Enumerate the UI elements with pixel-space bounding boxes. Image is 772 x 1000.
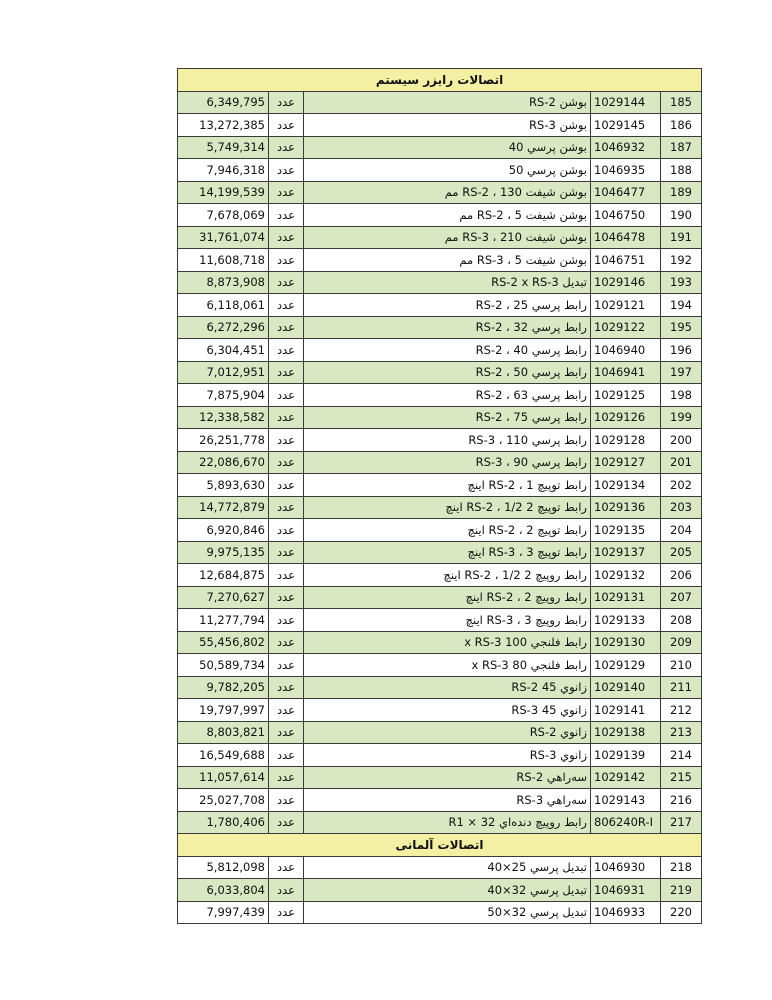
price-cell: 26,251,778: [178, 429, 269, 452]
product-code-cell: 1046931: [591, 879, 661, 902]
unit-cell: عدد: [269, 721, 304, 744]
product-name-cell: تبديل پرسي 25×40: [304, 856, 591, 879]
product-code-cell: 1029127: [591, 451, 661, 474]
product-name-cell: رابط پرسي RS-3 ، 90: [304, 451, 591, 474]
table-row: [178, 631, 702, 654]
product-name-cell: بوشن شيفت RS-2 ، 5 مم: [304, 204, 591, 227]
product-name-cell: رابط پرسي RS-2 ، 32: [304, 316, 591, 339]
product-name-cell: رابط توپيچ RS-2 ، 1/2 2 اينچ: [304, 496, 591, 519]
row-number-cell: 187: [661, 136, 702, 159]
table-row: [178, 856, 702, 879]
unit-cell: عدد: [269, 766, 304, 789]
price-cell: 6,033,804: [178, 879, 269, 902]
unit-cell: عدد: [269, 384, 304, 407]
product-name-cell: بوشن RS-2: [304, 91, 591, 114]
product-code-cell: 1029125: [591, 384, 661, 407]
price-cell: 16,549,688: [178, 744, 269, 767]
row-number-cell: 186: [661, 114, 702, 137]
unit-cell: عدد: [269, 474, 304, 497]
price-cell: 50,589,734: [178, 654, 269, 677]
row-number-cell: 201: [661, 451, 702, 474]
product-code-cell: 1029136: [591, 496, 661, 519]
row-number-cell: 209: [661, 631, 702, 654]
price-cell: 14,199,539: [178, 181, 269, 204]
product-code-cell: 1029132: [591, 564, 661, 587]
product-code-cell: 1029134: [591, 474, 661, 497]
unit-cell: عدد: [269, 699, 304, 722]
price-cell: 13,272,385: [178, 114, 269, 137]
row-number-cell: 214: [661, 744, 702, 767]
product-code-cell: 1029121: [591, 294, 661, 317]
unit-cell: عدد: [269, 316, 304, 339]
unit-cell: عدد: [269, 159, 304, 182]
price-cell: 7,678,069: [178, 204, 269, 227]
table-row: [178, 789, 702, 812]
product-name-cell: بوشن شيفت RS-2 ، 130 مم: [304, 181, 591, 204]
product-code-cell: 1029131: [591, 586, 661, 609]
product-name-cell: زانوي 45 RS-3: [304, 699, 591, 722]
product-name-cell: رابط توپيچ RS-2 ، 2 اينچ: [304, 519, 591, 542]
price-cell: 55,456,802: [178, 631, 269, 654]
row-number-cell: 194: [661, 294, 702, 317]
unit-cell: عدد: [269, 676, 304, 699]
product-name-cell: رابط پرسي RS-3 ، 110: [304, 429, 591, 452]
unit-cell: عدد: [269, 339, 304, 362]
table-row: [178, 451, 702, 474]
price-cell: 6,349,795: [178, 91, 269, 114]
unit-cell: عدد: [269, 654, 304, 677]
table-row: [178, 294, 702, 317]
row-number-cell: 218: [661, 856, 702, 879]
product-name-cell: رابط پرسي RS-2 ، 63: [304, 384, 591, 407]
row-number-cell: 202: [661, 474, 702, 497]
product-code-cell: 1029143: [591, 789, 661, 812]
row-number-cell: 193: [661, 271, 702, 294]
product-name-cell: بوشن RS-3: [304, 114, 591, 137]
row-number-cell: 203: [661, 496, 702, 519]
row-number-cell: 199: [661, 406, 702, 429]
unit-cell: عدد: [269, 564, 304, 587]
price-cell: 11,608,718: [178, 249, 269, 272]
product-code-cell: 1029126: [591, 406, 661, 429]
table-row: [178, 654, 702, 677]
row-number-cell: 211: [661, 676, 702, 699]
row-number-cell: 198: [661, 384, 702, 407]
row-number-cell: 188: [661, 159, 702, 182]
price-cell: 8,873,908: [178, 271, 269, 294]
unit-cell: عدد: [269, 226, 304, 249]
product-code-cell: 806240R-I: [591, 811, 661, 834]
table-row: [178, 226, 702, 249]
price-list-table: [177, 68, 702, 924]
product-name-cell: رابط روپيچ دنده‌اي 32 × R1: [304, 811, 591, 834]
row-number-cell: 212: [661, 699, 702, 722]
unit-cell: عدد: [269, 181, 304, 204]
product-code-cell: 1029128: [591, 429, 661, 452]
unit-cell: عدد: [269, 271, 304, 294]
product-code-cell: 1046941: [591, 361, 661, 384]
product-name-cell: رابط پرسي RS-2 ، 75: [304, 406, 591, 429]
table-row: [178, 609, 702, 632]
product-name-cell: تبديل پرسي 32×40: [304, 879, 591, 902]
unit-cell: عدد: [269, 294, 304, 317]
table-row: [178, 204, 702, 227]
product-name-cell: سه‌راهي RS-3: [304, 789, 591, 812]
price-cell: 12,338,582: [178, 406, 269, 429]
row-number-cell: 217: [661, 811, 702, 834]
table-row: [178, 384, 702, 407]
unit-cell: عدد: [269, 361, 304, 384]
unit-cell: عدد: [269, 744, 304, 767]
price-cell: 6,304,451: [178, 339, 269, 362]
section-title: اتصالات رایزر سیستم: [178, 69, 702, 92]
row-number-cell: 206: [661, 564, 702, 587]
product-name-cell: تبديل RS-2 x RS-3: [304, 271, 591, 294]
product-code-cell: 1046935: [591, 159, 661, 182]
row-number-cell: 191: [661, 226, 702, 249]
product-code-cell: 1029141: [591, 699, 661, 722]
row-number-cell: 205: [661, 541, 702, 564]
product-code-cell: 1029139: [591, 744, 661, 767]
unit-cell: عدد: [269, 429, 304, 452]
unit-cell: عدد: [269, 631, 304, 654]
table-row: [178, 721, 702, 744]
product-code-cell: 1046477: [591, 181, 661, 204]
product-code-cell: 1029144: [591, 91, 661, 114]
row-number-cell: 200: [661, 429, 702, 452]
price-cell: 7,012,951: [178, 361, 269, 384]
product-code-cell: 1029145: [591, 114, 661, 137]
price-cell: 7,946,318: [178, 159, 269, 182]
row-number-cell: 216: [661, 789, 702, 812]
price-cell: 22,086,670: [178, 451, 269, 474]
table-row: [178, 811, 702, 834]
product-code-cell: 1046751: [591, 249, 661, 272]
table-row: [178, 339, 702, 362]
unit-cell: عدد: [269, 451, 304, 474]
row-number-cell: 192: [661, 249, 702, 272]
table-row: [178, 406, 702, 429]
product-code-cell: 1029129: [591, 654, 661, 677]
product-name-cell: بوشن شيفت RS-3 ، 5 مم: [304, 249, 591, 272]
product-name-cell: زانوي 45 RS-2: [304, 676, 591, 699]
product-code-cell: 1029138: [591, 721, 661, 744]
table-row: [178, 159, 702, 182]
unit-cell: عدد: [269, 609, 304, 632]
table-row: [178, 766, 702, 789]
product-name-cell: سه‌راهي RS-2: [304, 766, 591, 789]
unit-cell: عدد: [269, 114, 304, 137]
unit-cell: عدد: [269, 91, 304, 114]
product-code-cell: 1029140: [591, 676, 661, 699]
table-row: [178, 361, 702, 384]
product-name-cell: رابط فلنجي 80 x RS-3: [304, 654, 591, 677]
unit-cell: عدد: [269, 519, 304, 542]
product-code-cell: 1046933: [591, 901, 661, 924]
unit-cell: عدد: [269, 811, 304, 834]
unit-cell: عدد: [269, 204, 304, 227]
product-name-cell: رابط پرسي RS-2 ، 25: [304, 294, 591, 317]
price-cell: 8,803,821: [178, 721, 269, 744]
product-name-cell: رابط روپيچ RS-2 ، 2 اينچ: [304, 586, 591, 609]
price-cell: 6,272,296: [178, 316, 269, 339]
table-row: [178, 699, 702, 722]
table-row: [178, 901, 702, 924]
section-header: [178, 834, 702, 857]
unit-cell: عدد: [269, 586, 304, 609]
row-number-cell: 215: [661, 766, 702, 789]
section-title: اتصالات آلمانی: [178, 834, 702, 857]
row-number-cell: 208: [661, 609, 702, 632]
product-name-cell: رابط روپيچ RS-2 ، 1/2 2 اينچ: [304, 564, 591, 587]
price-cell: 5,749,314: [178, 136, 269, 159]
price-cell: 9,975,135: [178, 541, 269, 564]
price-cell: 11,057,614: [178, 766, 269, 789]
price-cell: 9,782,205: [178, 676, 269, 699]
product-code-cell: 1046750: [591, 204, 661, 227]
row-number-cell: 190: [661, 204, 702, 227]
table-row: [178, 474, 702, 497]
price-cell: 1,780,406: [178, 811, 269, 834]
product-code-cell: 1046940: [591, 339, 661, 362]
price-cell: 25,027,708: [178, 789, 269, 812]
product-name-cell: زانوي RS-3: [304, 744, 591, 767]
product-code-cell: 1029142: [591, 766, 661, 789]
product-code-cell: 1029130: [591, 631, 661, 654]
table-row: [178, 249, 702, 272]
price-cell: 11,277,794: [178, 609, 269, 632]
row-number-cell: 210: [661, 654, 702, 677]
product-name-cell: بوشن شيفت RS-3 ، 210 مم: [304, 226, 591, 249]
product-name-cell: رابط توپيچ RS-3 ، 3 اينچ: [304, 541, 591, 564]
table-row: [178, 271, 702, 294]
unit-cell: عدد: [269, 856, 304, 879]
table-row: [178, 429, 702, 452]
product-code-cell: 1029146: [591, 271, 661, 294]
product-name-cell: رابط توپيچ RS-2 ، 1 اينچ: [304, 474, 591, 497]
row-number-cell: 220: [661, 901, 702, 924]
product-code-cell: 1029135: [591, 519, 661, 542]
table-row: [178, 541, 702, 564]
price-cell: 7,875,904: [178, 384, 269, 407]
row-number-cell: 204: [661, 519, 702, 542]
price-cell: 6,920,846: [178, 519, 269, 542]
table-row: [178, 181, 702, 204]
product-name-cell: تبديل پرسي 32×50: [304, 901, 591, 924]
table-row: [178, 136, 702, 159]
table-row: [178, 586, 702, 609]
table-row: [178, 744, 702, 767]
product-name-cell: رابط پرسي RS-2 ، 50: [304, 361, 591, 384]
table-row: [178, 496, 702, 519]
product-code-cell: 1046930: [591, 856, 661, 879]
price-cell: 31,761,074: [178, 226, 269, 249]
table-row: [178, 879, 702, 902]
product-code-cell: 1029133: [591, 609, 661, 632]
price-cell: 7,270,627: [178, 586, 269, 609]
price-cell: 5,812,098: [178, 856, 269, 879]
unit-cell: عدد: [269, 879, 304, 902]
row-number-cell: 185: [661, 91, 702, 114]
product-code-cell: 1029137: [591, 541, 661, 564]
unit-cell: عدد: [269, 901, 304, 924]
product-name-cell: بوشن پرسي 50: [304, 159, 591, 182]
product-name-cell: رابط فلنجي 100 x RS-3: [304, 631, 591, 654]
price-cell: 7,997,439: [178, 901, 269, 924]
price-cell: 19,797,997: [178, 699, 269, 722]
price-cell: 12,684,875: [178, 564, 269, 587]
unit-cell: عدد: [269, 249, 304, 272]
product-name-cell: رابط روپيچ RS-3 ، 3 اينچ: [304, 609, 591, 632]
table-row: [178, 676, 702, 699]
row-number-cell: 195: [661, 316, 702, 339]
row-number-cell: 213: [661, 721, 702, 744]
unit-cell: عدد: [269, 136, 304, 159]
price-cell: 6,118,061: [178, 294, 269, 317]
row-number-cell: 196: [661, 339, 702, 362]
unit-cell: عدد: [269, 789, 304, 812]
row-number-cell: 207: [661, 586, 702, 609]
table-row: [178, 114, 702, 137]
row-number-cell: 219: [661, 879, 702, 902]
product-name-cell: رابط پرسي RS-2 ، 40: [304, 339, 591, 362]
price-cell: 5,893,630: [178, 474, 269, 497]
product-code-cell: 1046932: [591, 136, 661, 159]
product-code-cell: 1046478: [591, 226, 661, 249]
product-name-cell: زانوي RS-2: [304, 721, 591, 744]
table-row: [178, 316, 702, 339]
product-name-cell: بوشن پرسي 40: [304, 136, 591, 159]
row-number-cell: 189: [661, 181, 702, 204]
product-code-cell: 1029122: [591, 316, 661, 339]
unit-cell: عدد: [269, 541, 304, 564]
price-cell: 14,772,879: [178, 496, 269, 519]
row-number-cell: 197: [661, 361, 702, 384]
unit-cell: عدد: [269, 406, 304, 429]
section-header: [178, 69, 702, 92]
table-row: [178, 519, 702, 542]
table-row: [178, 564, 702, 587]
unit-cell: عدد: [269, 496, 304, 519]
table-row: [178, 91, 702, 114]
